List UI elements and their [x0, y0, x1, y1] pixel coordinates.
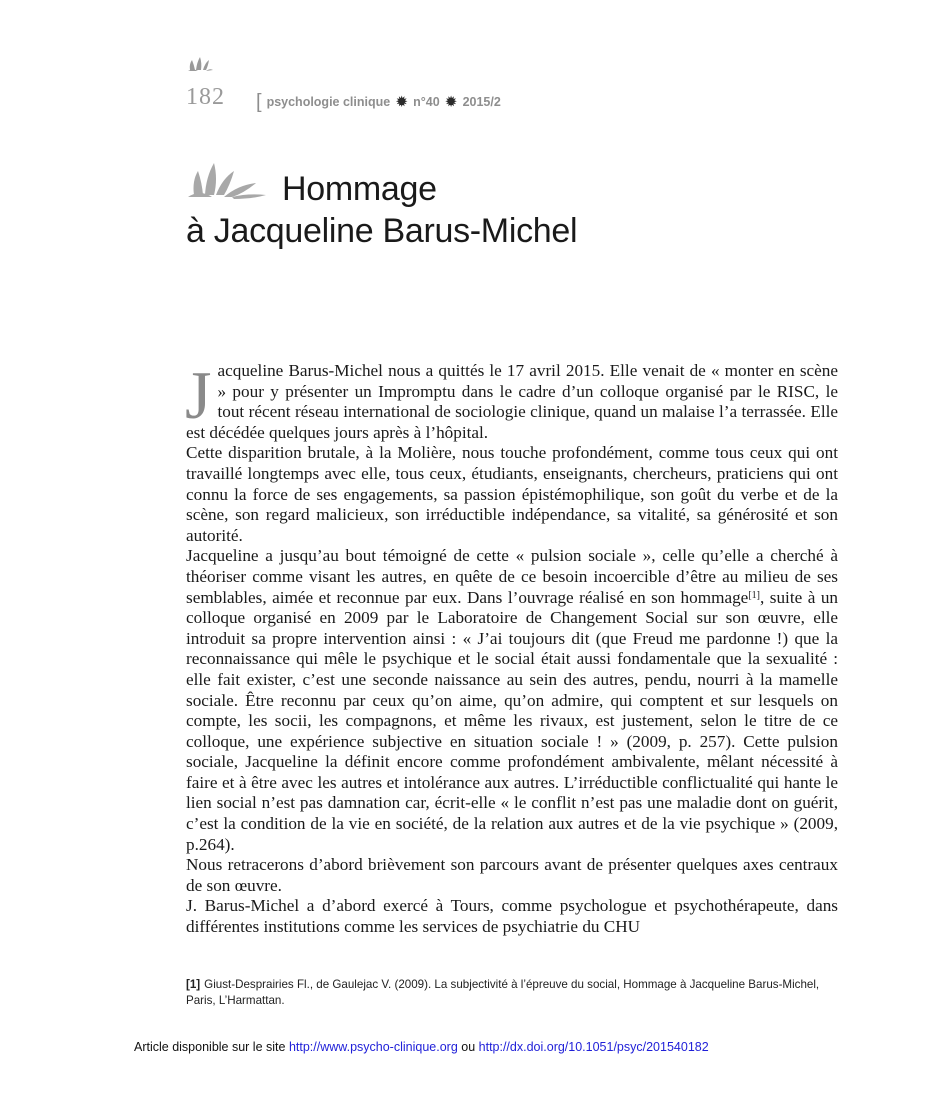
- paragraph-3: [186, 546, 838, 855]
- paragraph-2: Cette disparition brutale, à la Molière, nous touche profondément, comme tous ceux qui ont travaillé longtemps avec elle, tous ceux, étudiants, enseignants, chercheurs, praticiens qui ont connu la force de ses engagements, sa passion épistémophilique, son goût du verbe et de la scène, son regard malicieux, son irréductible indépendance, sa vitalité, sa générosité et son autorité.: [186, 443, 838, 545]
- availability-middle: ou: [457, 1040, 479, 1054]
- footnote: [186, 977, 838, 1009]
- paragraph-4: Nous retracerons d’abord brièvement son parcours avant de présenter quelques axes centraux de son œuvre.: [186, 855, 838, 895]
- page-number: 182: [186, 84, 225, 110]
- article-body: [185, 357, 839, 938]
- availability-line: [134, 1040, 709, 1054]
- footnote-reference[interactable]: [1]: [748, 589, 760, 601]
- leaf-fan-icon: [186, 56, 214, 72]
- paragraph-5: J. Barus-Michel a d’abord exercé à Tours, comme psychologue et psychothérapeute, dans différentes institutions comme les services de psychiatrie du CHU: [186, 896, 838, 937]
- header-bracket: [: [256, 91, 262, 113]
- star-burst-icon: ✹: [445, 93, 457, 109]
- paragraph-1-text: acqueline Barus-Michel nous a quittés le 17 avril 2015. Elle venait de « monter en scène » pour y présenter un Impromptu dans le cadre d’un colloque organisé par le RISC, le tout récent réseau international de sociologie clinique, quand un malaise l’a terrassée. Elle est décédée quelques jours après à l’hôpital.: [186, 361, 838, 442]
- footnote-text: Giust-Desprairies Fl., de Gaulejac V. (2009). La subjectivité à l’épreuve du social, Hommage à Jacqueline Barus-Michel, Paris, L’Harmattan.: [186, 978, 820, 1007]
- issue-year: 2015/2: [462, 94, 501, 109]
- issue-number: n°40: [413, 94, 440, 109]
- star-burst-icon: ✹: [396, 93, 408, 109]
- article-title: [186, 168, 577, 252]
- paragraph-3-text-a: Jacqueline a jusqu’au bout témoigné de cette « pulsion sociale », celle qu’elle a cherché à théoriser comme visant les autres, en quête de ce besoin incoercible d’être au milieu de ses semblables, aimée et reconnue par eux. Dans l’ouvrage réalisé en son hommage: [186, 546, 838, 607]
- journal-name: psychologie clinique: [266, 94, 391, 109]
- doi-link[interactable]: http://dx.doi.org/10.1051/psyc/201540182: [478, 1040, 709, 1054]
- running-header: [256, 90, 501, 113]
- footnote-number: [1]: [186, 978, 201, 991]
- paragraph-3-text-b: , suite à un colloque organisé en 2009 par le Laboratoire de Changement Social sur son œuvre, elle introduit sa propre intervention ainsi : « J’ai toujours dit (que Freud me pardonne !) que la reconnaissance qui mêle le psychique et le social était aussi fondamentale que la sexualité : elle fait exister, c’est une seconde naissance au sein des autres, pendu, nourri à la mamelle sociale. Être reconnu par ceux qu’on aime, qu’on admire, qui comptent et sur lesquels on compte, les socii, les compagnons, et même les rivaux, est justement, selon le titre de ce colloque, une expérience subjective en situation sociale ! » (2009, p. 257). Cette pulsion sociale, Jacqueline la définit encore comme profondément ambivalente, mêlant nécessité à faire et à être avec les autres et intolérance aux autres. L’irréductible conflictualité qui hante le lien social n’est pas damnation car, écrit-elle « le conflit n’est pas une maladie dont on guérit, c’est la condition de la vie en société, de la relation aux autres et de la vie psychique » (2009, p.264).: [186, 587, 839, 854]
- availability-prefix: Article disponible sur le site: [134, 1040, 289, 1054]
- title-line-2: à Jacqueline Barus-Michel: [186, 212, 578, 250]
- journal-site-link[interactable]: http://www.psycho-clinique.org: [288, 1040, 458, 1054]
- paragraph-1: [185, 357, 838, 443]
- drop-cap: J: [185, 357, 212, 433]
- title-line-1: Hommage: [282, 170, 437, 208]
